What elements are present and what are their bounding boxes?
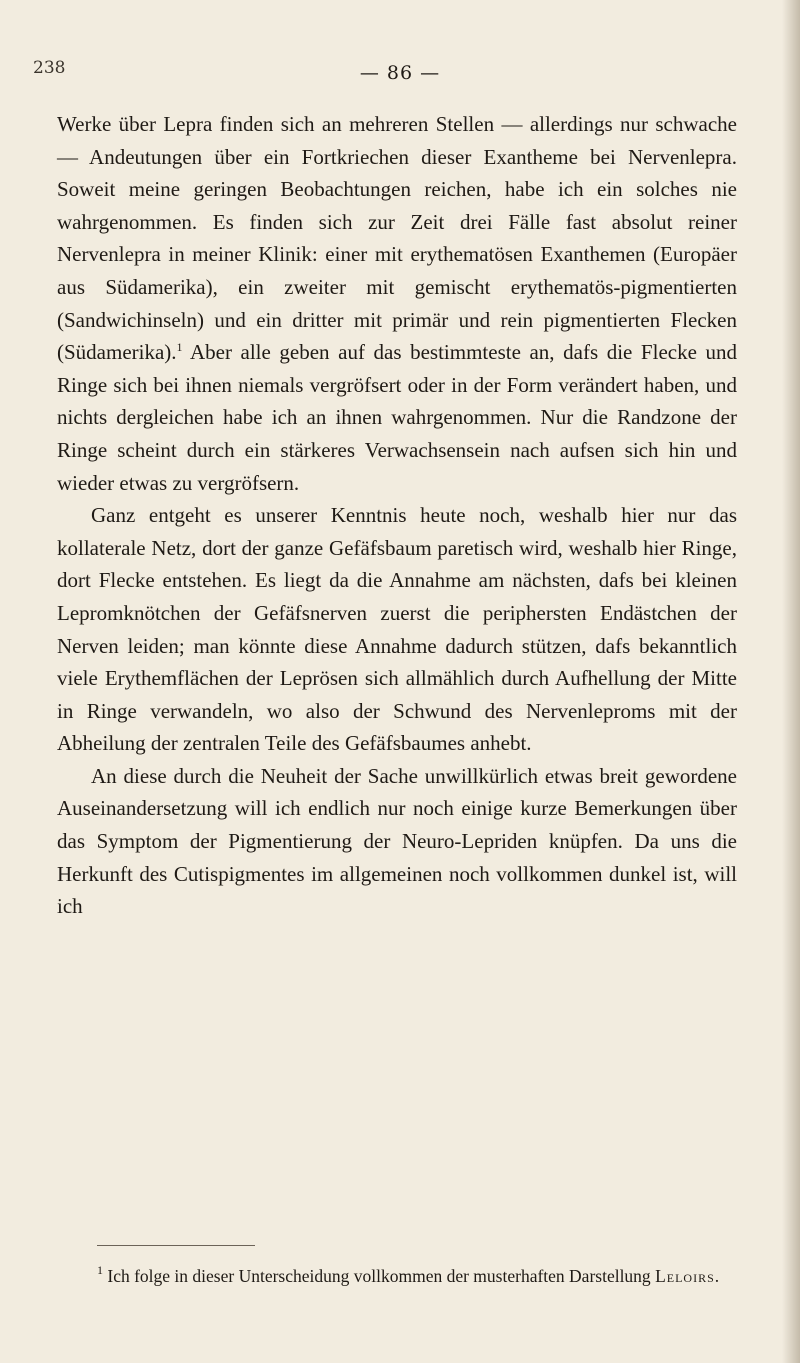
paragraph-1-text-a: Werke über Lepra finden sich an mehreren Stellen — allerdings nur schwache — Andeutungen über ein Fortkriechen dieser Exantheme bei Nervenlepra. Soweit meine geringen Beobachtungen reichen, habe ich ein solches nie wahrgenommen. Es finden sich zur Zeit drei Fälle fast absolut reiner Nervenlepra in meiner Klinik: einer mit erythematösen Exanthemen (Europäer aus Südamerika), ein zweiter mit gemischt erythematös-pigmentierten (Sandwichinseln) und ein dritter mit primär und rein pigmentierten Flecken (Südamerika). [57,112,737,365]
footnote [57,1262,737,1290]
folio-number: 238 [33,58,66,78]
page-header [0,58,800,88]
paragraph-2: Ganz entgeht es unserer Kenntnis heute noch, weshalb hier nur das kollaterale Netz, dort der ganze Gefäfsbaum paretisch wird, weshalb hier Ringe, dort Flecke entstehen. Es liegt da die Annahme am nächsten, dafs bei kleinen Lepromknötchen der Gefäfsnerven zuerst die periphersten Endästchen der Nerven leiden; man könnte diese Annahme dadurch stützen, dafs bekanntlich viele Erythemflächen der Leprösen sich allmählich durch Aufhellung der Mitte in Ringe verwandeln, wo also der Schwund des Nervenleproms mit der Abheilung der zentralen Teile des Gefäfsbaumes anhebt. [57,503,737,756]
paragraph-1-text-b: Aber alle geben auf das bestimmteste an, dafs die Flecke und Ringe sich bei ihnen niemals vergröfsert oder in der Form verändert haben, und nichts dergleichen habe ich an ihnen wahrgenommen. Nur die Randzone der Ringe scheint durch ein stärkeres Verwachsensein nach aufsen sich hin und wieder etwas zu vergröfsern. [57,340,737,495]
footnote-separator [97,1245,255,1246]
page-number: — 86 — [359,62,441,84]
footnote-text [57,1262,737,1290]
footnote-marker: 1 [97,1263,103,1277]
footnote-body: Ich folge in dieser Unterscheidung vollkommen der musterhaften Darstellung [103,1266,656,1286]
paragraph-3: An diese durch die Neuheit der Sache unwillkürlich etwas breit gewordene Auseinandersetzung will ich endlich nur noch einige kurze Bemerkungen über das Symptom der Pigmentierung der Neuro-Lepriden knüpfen. Da uns die Herkunft des Cutispigmentes im allgemeinen noch vollkommen dunkel ist, will ich [57,763,737,919]
paragraph-1 [57,108,737,499]
main-text [57,108,737,923]
footnote-reference: 1 [176,340,183,355]
page-edge-shadow [782,0,800,1363]
footnote-author: Leloirs. [655,1266,721,1286]
